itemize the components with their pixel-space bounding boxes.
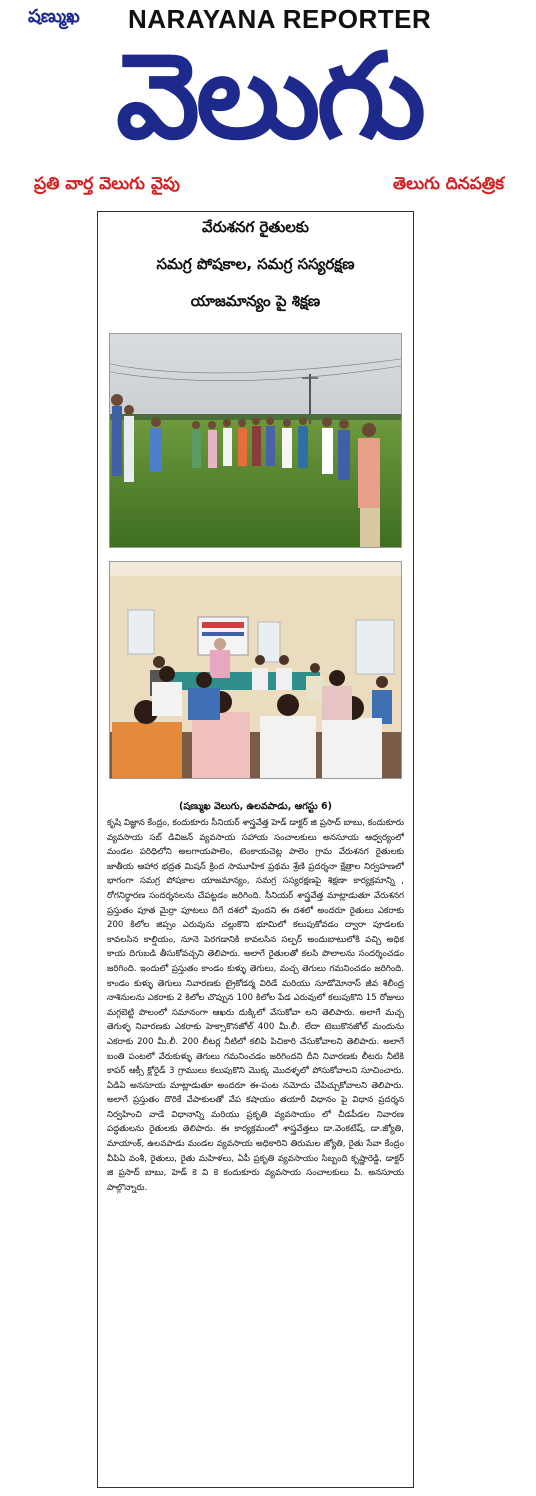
article-body: కృషి విజ్ఞాన కేంద్రం, కందుకూరు సీనియర్ శాస్త్రవేత్త హెడ్ డాక్టర్ జి ప్రసాద్ బాబు, కందుకూరు వ్యవసాయ సబ్ డివిజన్ వ్యవసాయ సహాయ సంచాలకులు అనసూయ ఆధ్వర్యంలో మండల పరిధిలోని అలగాయపాలెం, టెంకాయచెట్ల పాలెం గ్రామ వేరుశనగ రైతులకు జాతీయ ఆహార భద్రత మిషన్ క్రింద సామూహిక ప్రథమ శ్రేణి ప్రదర్శనా క్షేత్రాల నిర్వహణలో భాగంగా సమగ్ర పోషకాల యాజమాన్యం, సమగ్ర సస్యరక్షణపై శిక్షణా కార్యక్రమాన్ని , రోగనిర్ధారణ సందర్శనలను చేపట్టడం జరిగింది. సీనియర్ శాస్త్రవేత్త మాట్లాడుతూ వేరుశనగ ప్రస్తుతం పూత మైర్రా పూటలు దిగే దశలో వుందని ఈ దశలో అందరూ రైతులు ఎకరాకు 200 కిలోల జిప్సం ఎరువును చల్లుకొని భూమిలో కలుపుకోవడం ద్వారా పూడలకు కావలసిన కాల్షియం, నూనె పెరగడానికి కావలసిన సల్ఫర్ అందుబాటులోకి వచ్చి అధిక కాయ దిగుబడి తీసుకోవచ్చని తెలిపారు. అలాగే రైతులతో కలసి పొలాలను సందర్శించడం జరిగింది. ఇందులో ప్రస్తుతం కాండం కుళ్ళు తెగులు, మచ్చ తెగులు గమనించడం జరిగింది. కాండం కుళ్ళు తెగులు నివారణకు ట్రైకోడర్మ విరిడే మరియు సూడోమోనాస్ జీవ శిలీంద్ర నాశినులను ఎకరాకు 2 కిలోల చొప్పున 100 కిలోల పేడ ఎరువులో కలుపుకొని 15 రోజులు మగ్గబెట్టి పొలంలో సమానంగా ఆఖరు దుక్కిలో వేసుకోవా లని తెలిపారు. అలాగే మచ్చ తెగుళ్ళ నివారణకు ఎకరాకు హెక్సాకొనజోల్ 400 మీ.లీ. లేదా టెబుకొనజోల్ మందును ఎకరాకు 200 మీ.లీ. 200 లీటర్ల నీటిలో కలిపి పిచికారి చేసుకోవాలని తెలిపారు. అలాగే బంతి పంటలో వేరుకుళ్ళు తెగులు గమనించడం జరిగిందని దీని నివారణకు లీటరు నీటికి కాపర్ ఆక్సీ క్లోరైడ్ 3 గ్రాములు కలుపుకొని మొక్క మొదళ్ళలో పోసుకోవాలని సూచించారు. ఏడిఏ అనసూయ మాట్లాడుతూ అందరూ ఈ-పంట నమోదు చేపిచ్చుకోవాలని తెలిపారు. అలాగే ప్రస్తుతం దొరికే వేపాకులతో వేప కషాయం తయారీ విధానం పై విధాన ప్రదర్శన నిర్వహించి వాడే విధానాన్ని మరియు ప్రకృతి వ్యవసాయం లో చీడపీడల నివారణ పద్ధతులను రైతులకు తెలిపారు. ఈ కార్యక్రమంలో శాస్త్రవేత్తలు డా.వెంకటేష్, డా.జ్యోతి, మాయాంక్, ఉలవపాడు మండల వ్యవసాయ అధికారిని తిరుమల జ్యోతి, రైతు సేవా కేంద్రం వీపిఏ వంశీ, రైతులు, రైతు మహిళలు, ఏపీ ప్రకృతి వ్యవసాయం సిబ్బంది కృష్ణారెడ్డి, డాక్టర్ జి ప్రసాద్ బాబు, హెడ్ కె వి కె కందుకూరు వ్యవసాయ సంచాలకులు పి. అనసూయ పాల్గొన్నారు. — [107, 818, 404, 1193]
meeting-photo — [109, 561, 402, 779]
masthead — [0, 0, 536, 205]
field-photo-image — [110, 334, 401, 547]
newspaper-subtitle: తెలుగు దినపత్రిక — [392, 174, 504, 194]
article-dateline: (షణ్ముఖ వెలుగు, ఉలవపాడు, ఆగస్టు 6) — [179, 801, 332, 812]
newspaper-title: వెలుగు — [115, 27, 422, 165]
tagline: ప్రతి వార్త వెలుగు వైపు — [34, 174, 180, 194]
meeting-photo-image — [110, 562, 401, 778]
reporter-name: NARAYANA REPORTER — [128, 4, 432, 34]
field-photo — [109, 333, 402, 548]
small-brand: షణ్ముఖ — [28, 6, 80, 27]
headline-line-3: యాజమాన్యం పై శిక్షణ — [190, 292, 321, 310]
headline-line-1: వేరుశనగ రైతులకు — [202, 218, 309, 236]
headline-line-2: సమగ్ర పోషకాల, సమగ్ర సస్యరక్షణ — [156, 255, 355, 273]
article — [97, 211, 414, 1488]
